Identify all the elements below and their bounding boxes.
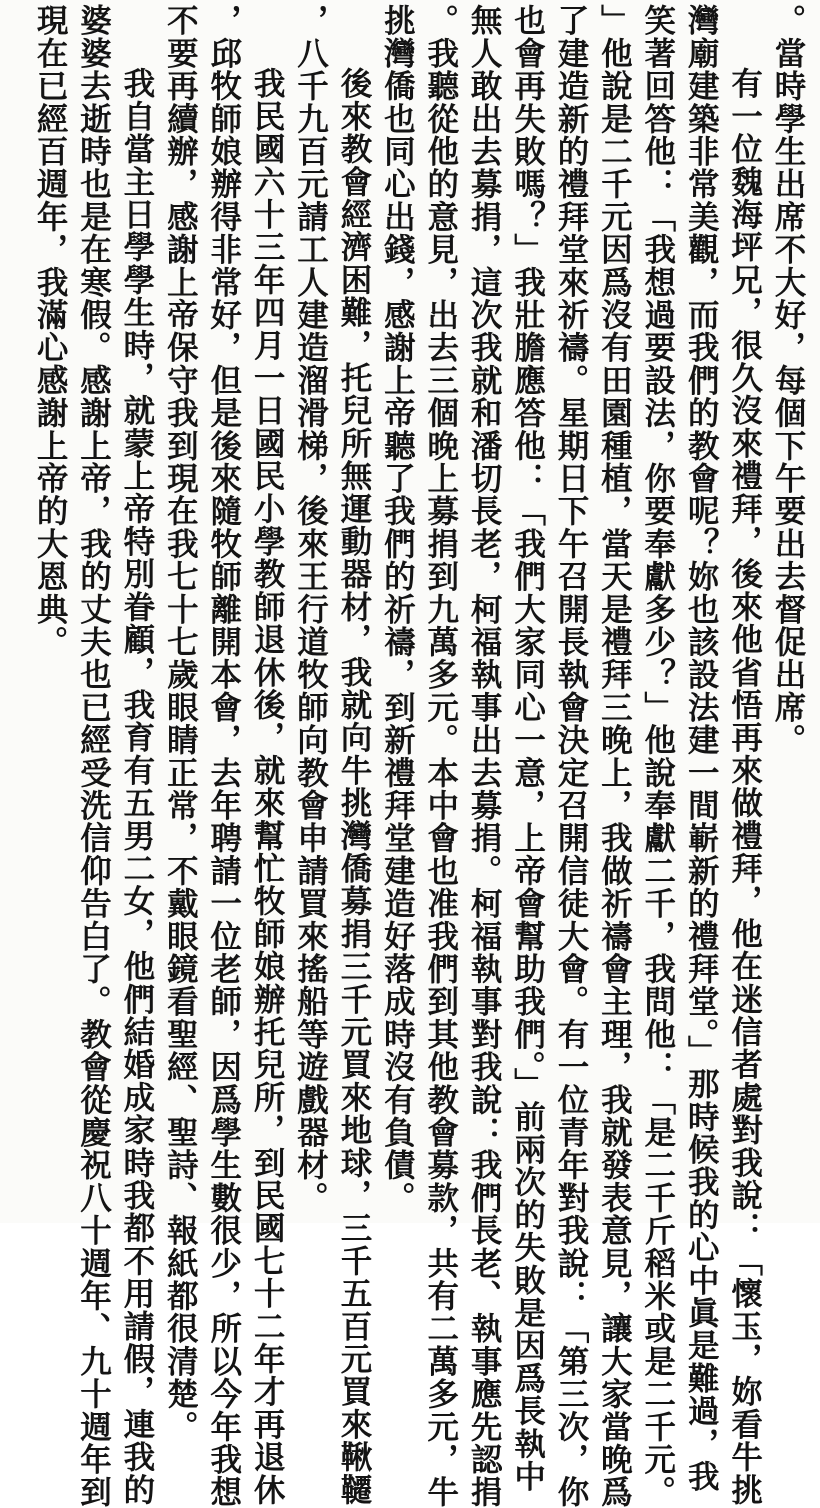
text-column-14: ，邱牧師娘辦得非常好，但是後來隨牧師離開本會，去年聘請一位老師，因爲學生數很少，所以今年我想 [205,4,243,1508]
text-column-18: 現在已經百週年，我滿心感謝上帝的大恩典。 [32,4,70,658]
text-column-8: 無人敢出去募捐，這次我就和潘切長老，柯福執事出去募捐。柯福執事對我說：我們長老、執事應先認捐 [466,4,504,1508]
text-column-13: 我民國六十三年四月一日國民小學教師退休後，就來幫忙牧師娘辦托兒所，到民國七十二年才再退休 [249,67,287,1506]
text-column-9: 。我聽從他的意見，出去三個晚上募捐到九萬多元。本中會也准我們到其他教會募款，共有二萬多元，牛 [422,4,460,1508]
text-column-3: 灣廟建築非常美觀，而我們的教會呢？妳也該設法建一間嶄新的禮拜堂。」那時候我的心中眞是難過，我 [683,4,721,1493]
text-column-6: 了建造新的禮拜堂來祈禱。星期日下午召開長執會決定召開信徒大會。有一位青年對我說：「第三次，你 [552,4,590,1508]
text-column-1: 。當時學生出席不大好，每個下午要出去督促出席。 [770,4,807,757]
text-column-4: 笑著回答他：「我想過要設法，你要奉獻多少？」他說奉獻二千，我問他：「是二千斤稻米或是二千元。 [639,4,677,1508]
text-column-10: 挑灣僑也同心出錢，感謝上帝聽了我們的祈禱，到新禮拜堂建造好落成時沒有負債。 [379,4,417,1214]
text-column-12: ，八千九百元請工人建造溜滑梯，後來王行道牧師向教會申請買來搖船等遊戲器材。 [292,4,330,1214]
text-column-5: 」他說是二千元因爲沒有田園種植，當天是禮拜三晚上，我做祈禱會主理，我就發表意見，讓大家當晚爲 [596,4,634,1508]
text-column-17: 婆婆去逝時也是在寒假。感謝上帝，我的丈夫也已經受洗信仰告白了。教會從慶祝八十週年、九十週年到 [75,4,113,1508]
text-column-7: 也會再失敗嗎？」我壯膽應答他：「我們大家同心一意，上帝會幫助我們。」前兩次的失敗是因爲長執中 [509,4,547,1493]
text-column-2: 有一位魏海坪兄，很久沒來禮拜，後來他省悟再來做禮拜，他在迷信者處對我說：「懷玉，妳看牛挑 [726,67,764,1506]
vertical-text-body [20,4,810,1508]
text-column-15: 不要再續辦，感謝上帝保守我到現在我七十七歲眼睛正常，不戴眼鏡看聖經、聖詩、報紙都很清楚。 [162,4,200,1443]
text-column-16: 我自當主日學學生時，就蒙上帝特別眷顧，我育有五男二女，他們結婚成家時我都不用請假，連我的 [118,67,156,1506]
text-column-11: 後來教會經濟困難，托兒所無運動器材，我就向牛挑灣僑募捐三千元買來地球，三千五百元買來鞦韆 [335,67,373,1506]
